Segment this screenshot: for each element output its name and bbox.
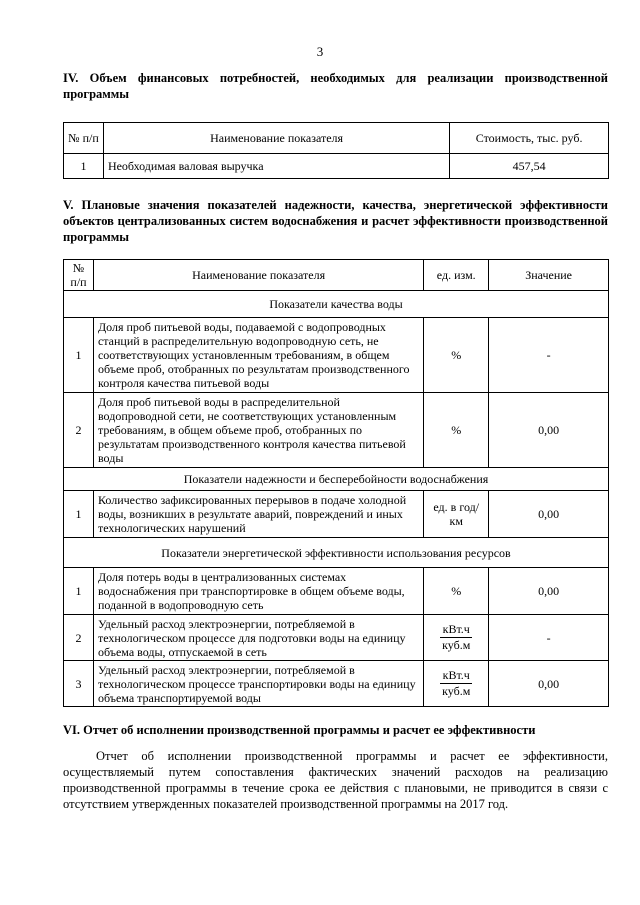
row-unit: ед. в год/ км <box>424 491 489 538</box>
unit-denominator: куб.м <box>442 638 471 652</box>
section-6-paragraph: Отчет об исполнении производственной программы и расчет ее эффективности, осуществляемый путем сопоставления фактических значений расходов на реализацию производственной программы в течение срока ее действия с плановыми, не приводится в связи с отсутствием утвержденных показателей производственной программы на 2017 год. <box>63 749 608 811</box>
unit-fraction <box>440 622 472 653</box>
table-row <box>64 568 609 615</box>
group-header-row <box>64 468 609 491</box>
financial-needs-table <box>63 122 609 179</box>
table-header-row <box>64 260 609 291</box>
header-name: Наименование показателя <box>93 260 423 291</box>
table-row <box>64 154 609 179</box>
row-unit: % <box>424 393 489 468</box>
table-row <box>64 393 609 468</box>
row-unit: % <box>424 318 489 393</box>
row-name: Количество зафиксированных перерывов в подаче холодной воды, возникших в результате аварий, повреждений и иных технологических нарушений <box>93 491 423 538</box>
indicators-table <box>63 259 609 707</box>
row-unit <box>424 615 489 661</box>
section-4-title: IV. Объем финансовых потребностей, необходимых для реализации производственной программы <box>63 71 608 101</box>
row-name: Доля проб питьевой воды, подаваемой с водопроводных станций в распределительную водопроводную сеть, не соответствующих установленным требованиям, в общем объеме проб, отобранных по результатам производственного контроля качества питьевой воды <box>93 318 423 393</box>
header-num: № п/п <box>64 123 104 154</box>
group-title: Показатели качества воды <box>64 291 609 318</box>
table-row <box>64 318 609 393</box>
row-value: 0,00 <box>489 568 609 615</box>
header-name: Наименование показателя <box>103 123 449 154</box>
row-value: - <box>489 318 609 393</box>
group-title: Показатели надежности и бесперебойности водоснабжения <box>64 468 609 491</box>
header-value: Значение <box>489 260 609 291</box>
group-header-row <box>64 291 609 318</box>
table-row <box>64 661 609 707</box>
row-name: Удельный расход электроэнергии, потребляемой в технологическом процессе транспортировки воды на единицу объема транспортируемой воды <box>93 661 423 707</box>
row-name: Доля проб питьевой воды в распределительной водопроводной сети, не соответствующих установленным требованиям, в общем объеме проб, отобранных по результатам производственного контроля качества питьевой воды <box>93 393 423 468</box>
row-name: Необходимая валовая выручка <box>103 154 449 179</box>
row-num: 1 <box>64 318 94 393</box>
row-unit <box>424 661 489 707</box>
header-unit: ед. изм. <box>424 260 489 291</box>
unit-fraction <box>440 668 472 699</box>
header-num: № п/п <box>64 260 94 291</box>
group-title: Показатели энергетической эффективности использования ресурсов <box>64 538 609 568</box>
row-unit: % <box>424 568 489 615</box>
row-value: 0,00 <box>489 661 609 707</box>
unit-numerator: кВт.ч <box>440 668 472 684</box>
row-value: 0,00 <box>489 491 609 538</box>
row-value: - <box>489 615 609 661</box>
row-name: Доля потерь воды в централизованных системах водоснабжения при транспортировке в общем объеме воды, поданной в водопроводную сеть <box>93 568 423 615</box>
row-value: 0,00 <box>489 393 609 468</box>
row-cost: 457,54 <box>450 154 609 179</box>
row-num: 3 <box>64 661 94 707</box>
page-number: 3 <box>316 44 324 59</box>
section-5-title: V. Плановые значения показателей надежности, качества, энергетической эффективности объектов централизованных систем водоснабжения и расчет эффективности производственной программы <box>63 198 608 244</box>
group-header-row <box>64 538 609 568</box>
table-row <box>64 615 609 661</box>
section-6-title: VI. Отчет об исполнении производственной программы и расчет ее эффективности <box>63 723 536 737</box>
header-cost: Стоимость, тыс. руб. <box>450 123 609 154</box>
table-row <box>64 491 609 538</box>
row-num: 1 <box>64 491 94 538</box>
table-header-row <box>64 123 609 154</box>
row-num: 1 <box>64 154 104 179</box>
unit-numerator: кВт.ч <box>440 622 472 638</box>
row-num: 2 <box>64 615 94 661</box>
row-name: Удельный расход электроэнергии, потребляемой в технологическом процессе для подготовки воды на единицу объема воды, отпускаемой в сеть <box>93 615 423 661</box>
unit-denominator: куб.м <box>442 684 471 698</box>
row-num: 1 <box>64 568 94 615</box>
row-num: 2 <box>64 393 94 468</box>
